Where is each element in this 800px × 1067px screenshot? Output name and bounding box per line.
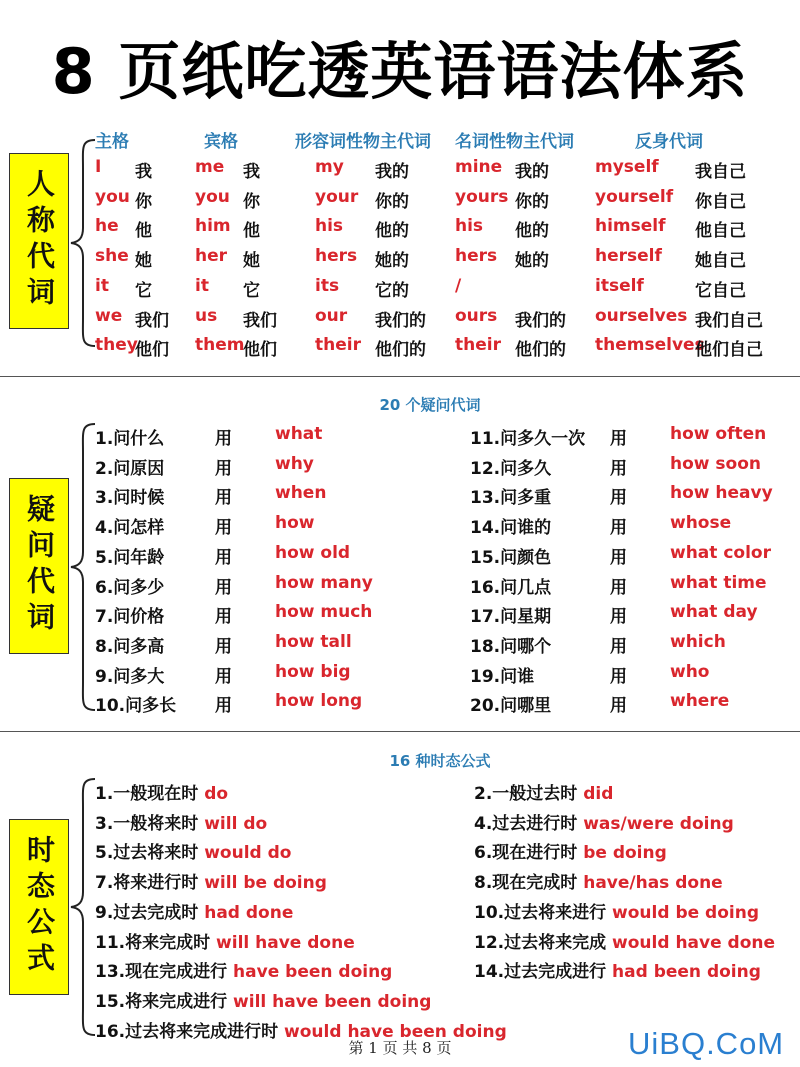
tense-formula: would do: [198, 843, 292, 864]
question-word: how heavy: [670, 483, 773, 504]
question-label: 15.问颜色: [470, 547, 552, 568]
tenses-side-label: 时态公式: [9, 819, 69, 995]
pronoun-english: yourself: [595, 186, 674, 207]
question-word: how: [275, 513, 315, 534]
tense-formula: would be doing: [606, 902, 760, 923]
use-label: 用: [610, 636, 627, 657]
pronoun-chinese: 他们: [135, 340, 169, 361]
tense-formula: have/has done: [577, 873, 723, 894]
pronoun-chinese: 我: [243, 162, 260, 182]
tense-item: [474, 809, 734, 834]
pronoun-english: us: [195, 305, 218, 326]
question-label: 11.问多久一次: [470, 429, 586, 449]
page-title: 8 页纸吃透英语语法体系: [51, 35, 749, 108]
pronoun-chinese: 她自己: [695, 251, 746, 272]
pronoun-chinese: 我的: [375, 162, 409, 182]
tense-formula: will have done: [210, 932, 355, 953]
question-label: 3.问时候: [95, 488, 165, 509]
tense-item: [474, 898, 759, 923]
pronoun-chinese: 它的: [375, 280, 409, 301]
tense-name: 16.过去将来完成进行时: [95, 1021, 279, 1042]
pronoun-chinese: 她: [243, 251, 260, 272]
tense-formula: had been doing: [606, 962, 761, 983]
use-label: 用: [215, 607, 232, 628]
tense-item: [95, 838, 291, 863]
pronoun-chinese: 我们的: [375, 310, 426, 331]
page-footer: 第 1 页 共 8 页: [348, 1039, 452, 1057]
question-word: how many: [275, 572, 373, 593]
pronoun-english: yours: [455, 186, 509, 207]
pronoun-chinese: 它: [243, 280, 260, 301]
pronoun-english: she: [95, 246, 129, 267]
question-word: how tall: [275, 631, 352, 652]
question-word: how long: [275, 691, 363, 712]
tenses-heading: 16 种时态公式: [389, 752, 491, 770]
pronoun-chinese: 你: [243, 191, 260, 212]
pronoun-chinese: 我自己: [695, 162, 746, 182]
pronoun-chinese: 我: [135, 162, 152, 182]
use-label: 用: [610, 488, 627, 509]
tense-name: 6.现在进行时: [474, 843, 578, 864]
tense-formula: did: [577, 784, 614, 804]
pronoun-chinese: 我的: [515, 162, 549, 182]
pronoun-chinese: 我们: [135, 310, 169, 331]
tense-name: 1.一般现在时: [95, 784, 199, 804]
pronoun-chinese: 你的: [375, 191, 409, 212]
question-label: 10.问多长: [95, 696, 177, 717]
use-label: 用: [610, 607, 627, 628]
tense-item: [474, 779, 613, 804]
tense-name: 2.一般过去时: [474, 784, 578, 804]
tense-name: 13.现在完成进行: [95, 962, 228, 983]
question-word: how much: [275, 602, 373, 623]
question-label: 12.问多久: [470, 458, 552, 479]
tense-formula: do: [198, 784, 229, 804]
tense-formula: will have been doing: [227, 991, 432, 1012]
question-word: which: [670, 631, 726, 652]
pronoun-chinese: 它: [135, 280, 152, 301]
pronoun-english: themselves: [595, 335, 705, 356]
question-word: how soon: [670, 453, 761, 474]
question-label: 20.问哪里: [470, 696, 552, 717]
pronoun-english: them: [195, 335, 245, 356]
tense-item: [95, 868, 327, 893]
pronoun-english: myself: [595, 157, 659, 177]
question-word: who: [670, 661, 710, 682]
question-label: 7.问价格: [95, 607, 165, 628]
tense-name: 14.过去完成进行: [474, 962, 607, 983]
pronoun-english: my: [315, 157, 344, 177]
pronoun-chinese: 他们的: [375, 340, 426, 361]
pronoun-english: hers: [455, 246, 498, 267]
pronoun-english: /: [455, 275, 462, 296]
question-word: whose: [670, 513, 732, 534]
pronoun-chinese: 她的: [375, 251, 409, 272]
pronoun-english: hers: [315, 246, 358, 267]
use-label: 用: [610, 696, 627, 717]
pronoun-column-header: 宾格: [204, 132, 238, 152]
pronoun-english: me: [195, 157, 225, 177]
pronoun-english: his: [455, 216, 484, 237]
question-label: 16.问几点: [470, 577, 552, 598]
question-label: 8.问多高: [95, 636, 165, 657]
question-word: how big: [275, 661, 351, 682]
pronoun-chinese: 你自己: [695, 191, 746, 212]
tense-formula: have been doing: [227, 962, 393, 983]
question-word: what color: [670, 542, 771, 563]
pronoun-english: their: [455, 335, 501, 356]
tense-name: 15.将来完成进行: [95, 991, 228, 1012]
pronoun-chinese: 它自己: [695, 280, 746, 301]
pronoun-english: mine: [455, 157, 503, 177]
question-word: what time: [670, 572, 767, 593]
question-label: 2.问原因: [95, 458, 165, 479]
tense-item: [474, 868, 723, 893]
question-word: how often: [670, 424, 767, 444]
pronoun-chinese: 他们: [243, 340, 277, 361]
use-label: 用: [610, 547, 627, 568]
use-label: 用: [610, 458, 627, 479]
use-label: 用: [215, 488, 232, 509]
tense-formula: will be doing: [198, 873, 327, 894]
use-label: 用: [215, 666, 232, 687]
question-label: 14.问谁的: [470, 518, 552, 539]
question-label: 1.问什么: [95, 429, 165, 449]
pronoun-chinese: 我们: [243, 310, 277, 331]
pronoun-english: your: [315, 186, 359, 207]
tense-formula: was/were doing: [577, 813, 734, 834]
pronoun-chinese: 我们自己: [695, 310, 763, 331]
pronoun-chinese: 她: [135, 251, 152, 272]
divider: [0, 376, 800, 377]
pronoun-english: you: [195, 186, 230, 207]
question-label: 18.问哪个: [470, 636, 552, 657]
tense-item: [474, 928, 775, 953]
pronoun-english: its: [315, 275, 340, 296]
pronoun-english: itself: [595, 275, 644, 296]
tense-name: 4.过去进行时: [474, 813, 578, 834]
use-label: 用: [610, 429, 627, 449]
tense-name: 8.现在完成时: [474, 873, 578, 894]
tense-item: [95, 957, 392, 982]
pronoun-english: their: [315, 335, 361, 356]
tense-formula: would have done: [606, 932, 776, 953]
use-label: 用: [610, 577, 627, 598]
tense-name: 12.过去将来完成: [474, 932, 607, 953]
tense-item: [95, 987, 431, 1012]
pronoun-english: himself: [595, 216, 666, 237]
use-label: 用: [610, 518, 627, 539]
tense-formula: be doing: [577, 843, 667, 864]
tense-formula: would have been doing: [278, 1021, 507, 1042]
use-label: 用: [215, 458, 232, 479]
question-word: how old: [275, 542, 351, 563]
use-label: 用: [215, 696, 232, 717]
pronoun-chinese: 他: [243, 221, 260, 242]
question-word: when: [275, 483, 327, 504]
pronoun-english: her: [195, 246, 228, 267]
interrogatives-side-label: 疑问代词: [9, 478, 69, 654]
question-label: 9.问多大: [95, 666, 165, 687]
tense-item: [95, 809, 267, 834]
pronouns-side-label: 人称代词: [9, 153, 69, 329]
tense-item: [95, 779, 228, 804]
question-label: 13.问多重: [470, 488, 552, 509]
use-label: 用: [215, 577, 232, 598]
tense-formula: will do: [198, 813, 268, 834]
pronoun-chinese: 他的: [375, 221, 409, 242]
question-label: 5.问年龄: [95, 547, 165, 568]
question-label: 19.问谁: [470, 666, 535, 687]
tense-name: 7.将来进行时: [95, 873, 199, 894]
use-label: 用: [215, 518, 232, 539]
pronoun-english: it: [95, 275, 109, 296]
tense-item: [95, 928, 355, 953]
use-label: 用: [215, 547, 232, 568]
question-word: why: [275, 453, 314, 474]
pronoun-chinese: 他自己: [695, 221, 746, 242]
tense-item: [474, 838, 667, 863]
question-label: 6.问多少: [95, 577, 165, 598]
divider: [0, 731, 800, 732]
pronoun-english: our: [315, 305, 348, 326]
pronoun-english: it: [195, 275, 209, 296]
pronoun-column-header: 名词性物主代词: [455, 132, 574, 152]
pronoun-column-header: 反身代词: [635, 132, 703, 152]
interrogatives-heading: 20 个疑问代词: [379, 396, 481, 414]
question-label: 4.问怎样: [95, 518, 165, 539]
tense-name: 5.过去将来时: [95, 843, 199, 864]
tense-name: 9.过去完成时: [95, 902, 199, 923]
use-label: 用: [215, 636, 232, 657]
pronoun-chinese: 他们自己: [695, 340, 763, 361]
pronoun-chinese: 她的: [515, 251, 549, 272]
pronoun-english: herself: [595, 246, 662, 267]
pronoun-english: he: [95, 216, 119, 237]
question-word: what day: [670, 602, 758, 623]
pronoun-chinese: 你的: [515, 191, 549, 212]
watermark: UiBQ.CoM: [628, 1026, 785, 1061]
pronoun-chinese: 你: [135, 191, 152, 212]
pronoun-chinese: 他的: [515, 221, 549, 242]
pronoun-english: him: [195, 216, 231, 237]
pronoun-column-header: 形容词性物主代词: [295, 132, 431, 152]
tense-item: [474, 957, 761, 982]
tense-item: [95, 898, 293, 923]
question-label: 17.问星期: [470, 607, 552, 628]
pronoun-english: his: [315, 216, 344, 237]
pronoun-column-header: 主格: [95, 132, 129, 152]
tense-name: 3.一般将来时: [95, 813, 199, 834]
pronoun-chinese: 我们的: [515, 310, 566, 331]
use-label: 用: [610, 666, 627, 687]
question-word: where: [670, 691, 730, 712]
pronoun-english: ourselves: [595, 305, 688, 326]
tense-name: 11.将来完成时: [95, 932, 211, 953]
tense-formula: had done: [198, 902, 294, 923]
pronoun-chinese: 他: [135, 221, 152, 242]
pronoun-english: I: [95, 157, 102, 177]
use-label: 用: [215, 429, 232, 449]
pronoun-english: we: [95, 305, 123, 326]
pronoun-english: they: [95, 335, 138, 356]
question-word: what: [275, 424, 323, 444]
pronoun-english: you: [95, 186, 130, 207]
pronoun-english: ours: [455, 305, 498, 326]
tense-name: 10.过去将来进行: [474, 902, 607, 923]
pronoun-chinese: 他们的: [515, 340, 566, 361]
